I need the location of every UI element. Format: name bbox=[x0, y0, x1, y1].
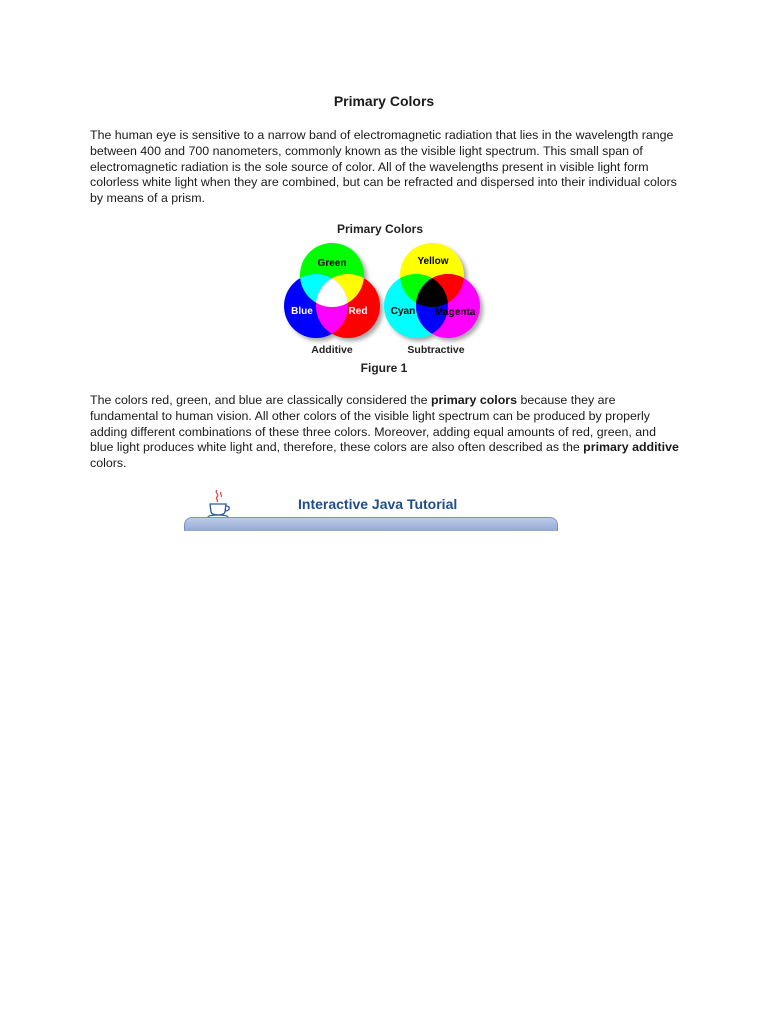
cyan-circle-label: Cyan bbox=[390, 306, 416, 317]
yellow-circle-label: Yellow bbox=[417, 256, 449, 267]
primary-colors-figure bbox=[280, 220, 488, 380]
blue-circle-label: Blue bbox=[291, 306, 313, 317]
primary-colors-paragraph bbox=[90, 393, 682, 472]
color-circles-diagram bbox=[280, 220, 488, 380]
java-tutorial-frame bbox=[184, 517, 558, 531]
subtractive-label: Subtractive bbox=[407, 344, 465, 356]
figure-title: Primary Colors bbox=[336, 222, 424, 236]
red-circle-label: Red bbox=[348, 306, 368, 317]
page-title: Primary Colors bbox=[333, 93, 435, 109]
paragraph-text: because they are fundamental to human vision. All other colors of the visible light spectrum can be produced by properly adding different combinations of these three colors. Moreover, adding equal amounts of red, green, and blue light produces white light and, therefore, these colors are also often described as the bbox=[90, 393, 656, 455]
green-circle-label: Green bbox=[317, 258, 347, 269]
magenta-circle-label: Magenta bbox=[434, 307, 476, 318]
paragraph-text: The colors red, green, and blue are classically considered the bbox=[90, 393, 431, 407]
java-tutorial-title[interactable]: Interactive Java Tutorial bbox=[298, 496, 458, 512]
intro-paragraph: The human eye is sensitive to a narrow band of electromagnetic radiation that lies in the wavelength range between 400 and 700 nanometers, commonly known as the visible light spectrum. This small span of electromagnetic radiation is the sole source of color. All of the wavelengths present in visible light form colorless white light when they are combined, but can be refracted and dispersed into their individual colors by means of a prism. bbox=[90, 128, 677, 206]
primary-colors-term: primary colors bbox=[430, 393, 518, 407]
additive-label: Additive bbox=[311, 344, 353, 356]
primary-additive-term: primary additive bbox=[583, 440, 679, 455]
figure-caption: Figure 1 bbox=[360, 361, 408, 375]
java-coffee-cup-icon bbox=[206, 488, 232, 520]
paragraph-text: colors. bbox=[90, 456, 127, 471]
